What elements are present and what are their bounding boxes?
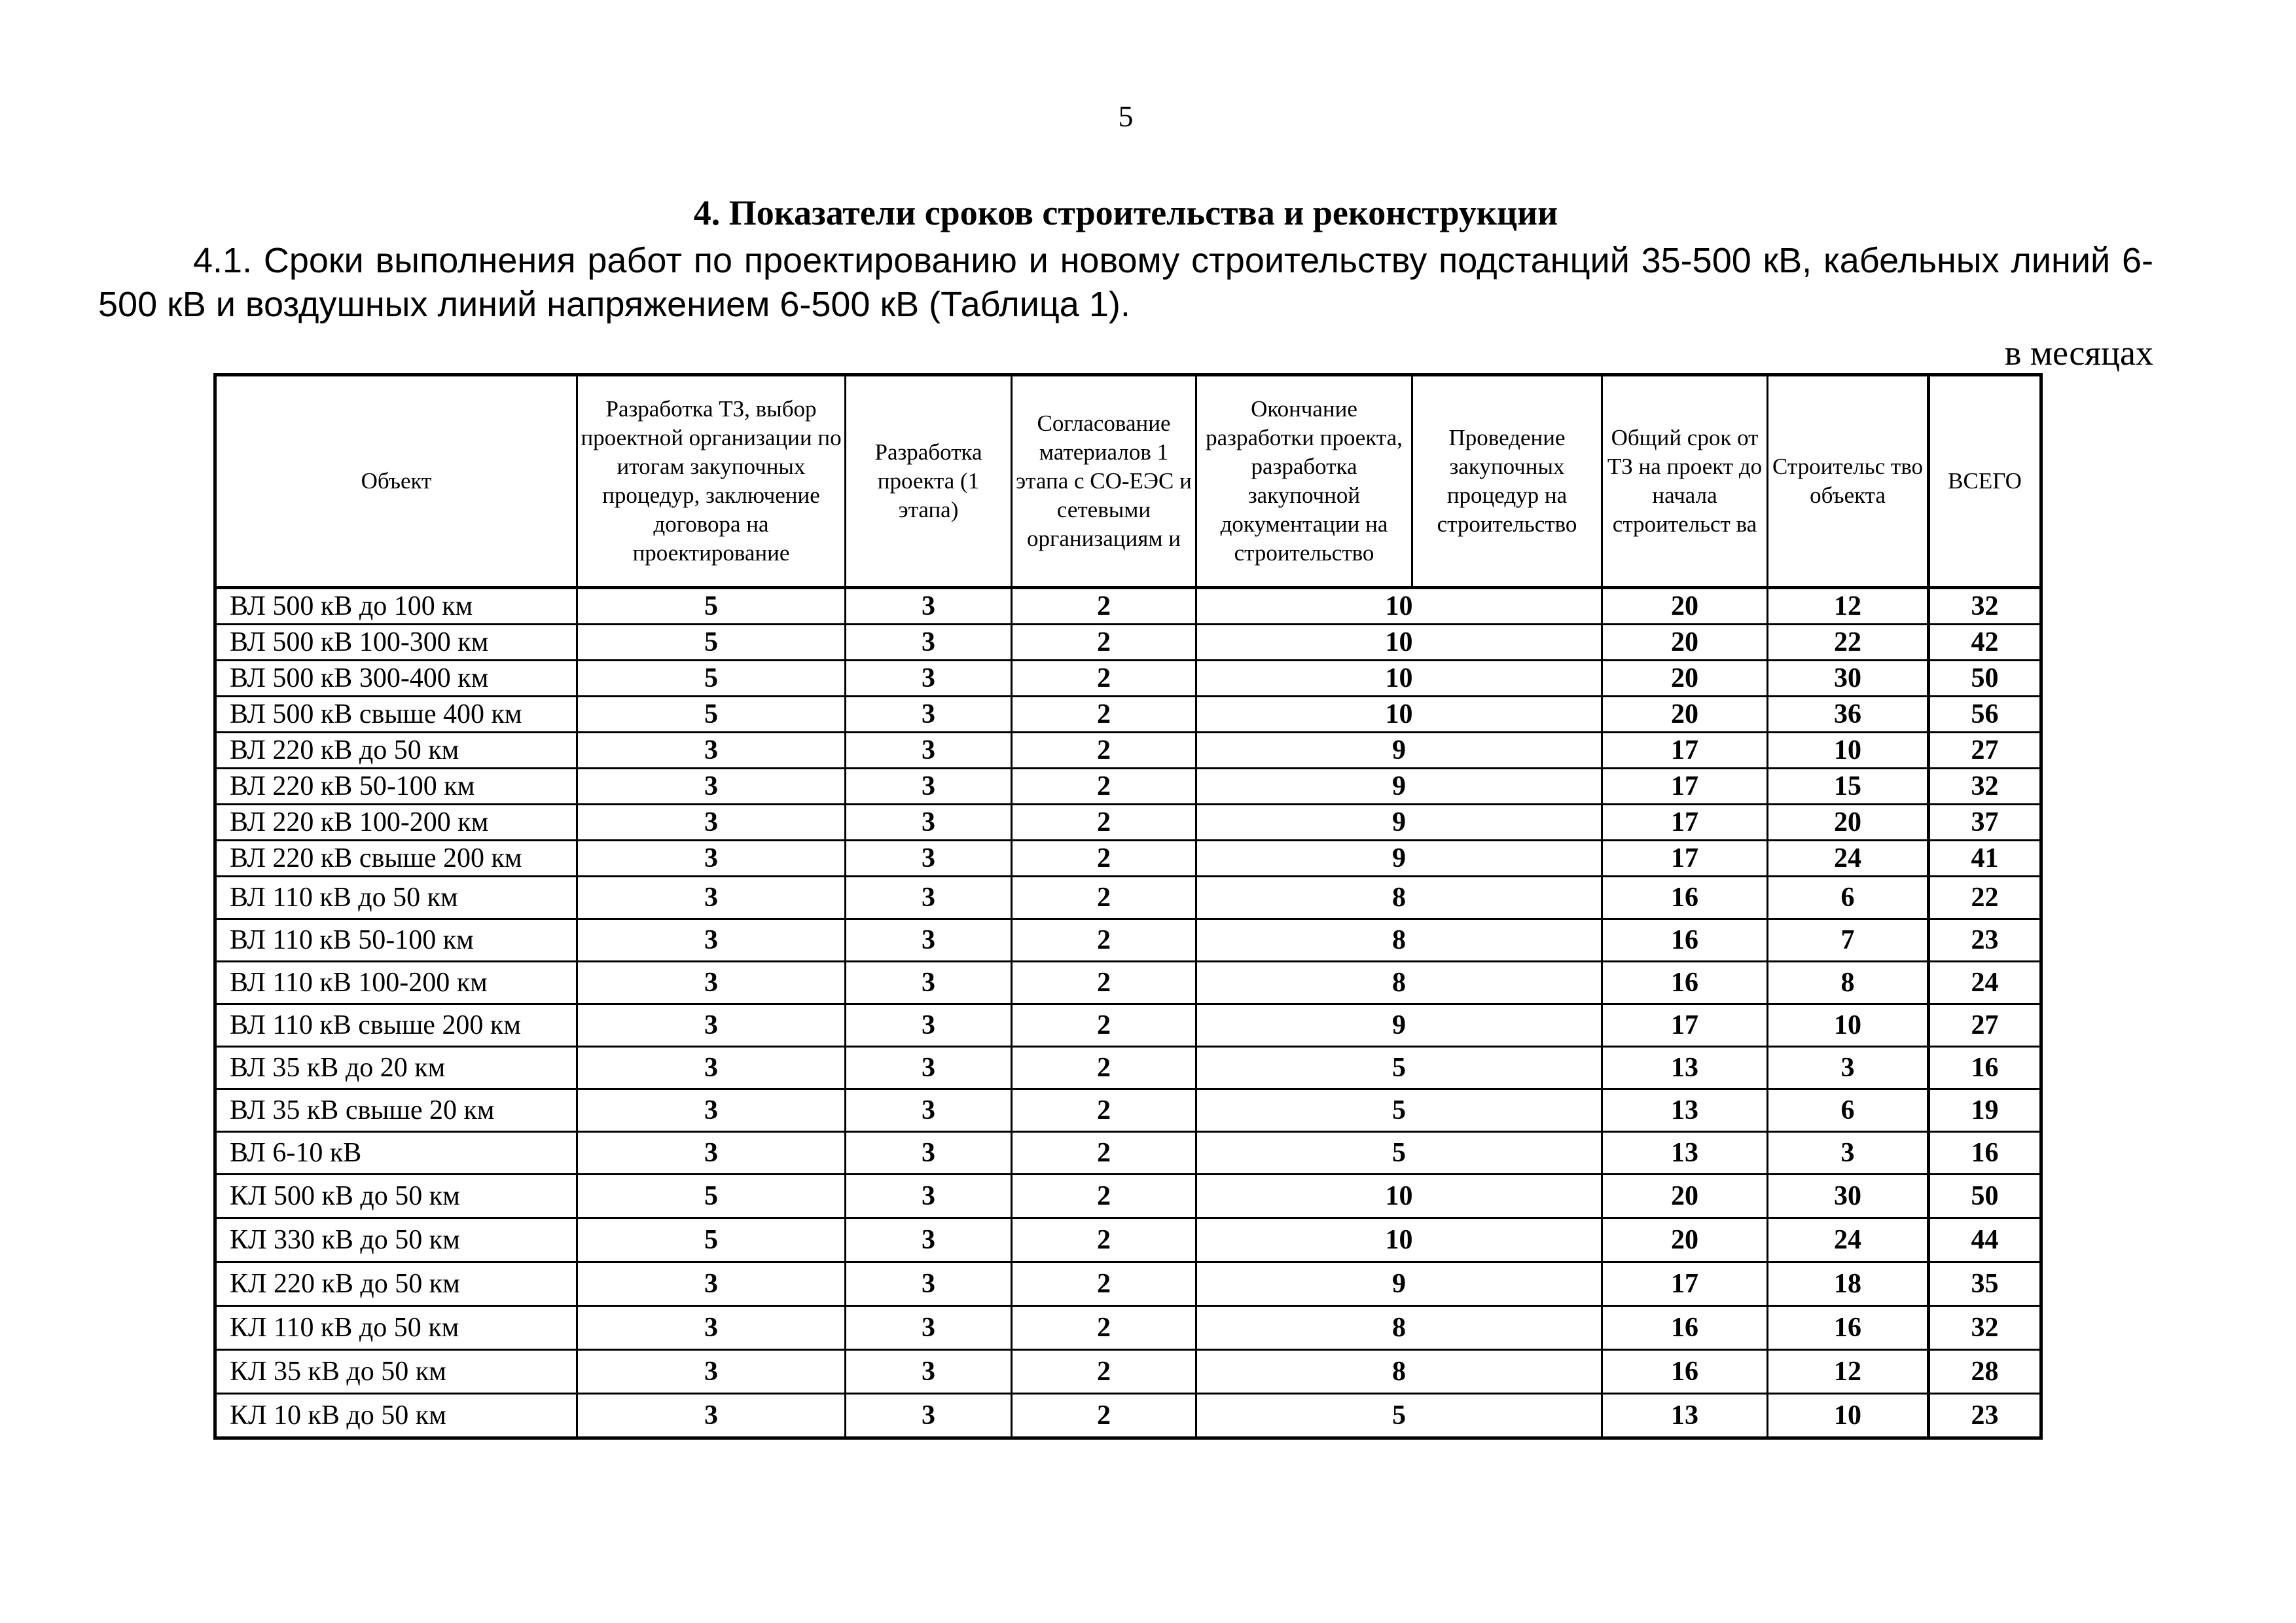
cell-completion: 8: [1196, 877, 1602, 919]
cell-object: ВЛ 500 кВ свыше 400 км: [215, 697, 577, 733]
cell-total-to-start: 13: [1602, 1394, 1768, 1438]
cell-design: 3: [846, 1262, 1012, 1306]
header-object: Объект: [215, 375, 577, 588]
cell-tz: 3: [577, 1350, 846, 1394]
cell-completion: 5: [1196, 1089, 1602, 1132]
cell-completion: 9: [1196, 1004, 1602, 1047]
cell-object: КЛ 330 кВ до 50 км: [215, 1218, 577, 1262]
cell-approval: 2: [1012, 769, 1196, 805]
cell-design: 3: [846, 841, 1012, 877]
header-grand-total: ВСЕГО: [1929, 375, 2041, 588]
cell-design: 3: [846, 1306, 1012, 1350]
cell-total-to-start: 16: [1602, 1350, 1768, 1394]
cell-object: ВЛ 35 кВ до 20 км: [215, 1047, 577, 1089]
cell-construction: 3: [1768, 1132, 1929, 1175]
cell-object: КЛ 35 кВ до 50 км: [215, 1350, 577, 1394]
table-row: [215, 588, 2041, 625]
cell-grand-total: 32: [1929, 588, 2041, 625]
header-procurement: Проведение закупочных процедур на строительство: [1412, 375, 1602, 588]
cell-tz: 3: [577, 769, 846, 805]
cell-total-to-start: 20: [1602, 1218, 1768, 1262]
cell-object: КЛ 110 кВ до 50 км: [215, 1306, 577, 1350]
cell-total-to-start: 16: [1602, 919, 1768, 962]
cell-design: 3: [846, 877, 1012, 919]
table-row: [215, 1132, 2041, 1175]
cell-object: ВЛ 110 кВ до 50 км: [215, 877, 577, 919]
cell-construction: 30: [1768, 661, 1929, 697]
cell-design: 3: [846, 1218, 1012, 1262]
cell-tz: 3: [577, 1394, 846, 1438]
cell-grand-total: 19: [1929, 1089, 2041, 1132]
cell-total-to-start: 16: [1602, 877, 1768, 919]
cell-construction: 7: [1768, 919, 1929, 962]
cell-object: ВЛ 6-10 кВ: [215, 1132, 577, 1175]
cell-tz: 3: [577, 877, 846, 919]
cell-completion: 10: [1196, 625, 1602, 661]
cell-total-to-start: 17: [1602, 769, 1768, 805]
cell-completion: 8: [1196, 919, 1602, 962]
cell-object: ВЛ 110 кВ 50-100 км: [215, 919, 577, 962]
cell-tz: 3: [577, 1004, 846, 1047]
cell-completion: 10: [1196, 661, 1602, 697]
cell-completion: 10: [1196, 1175, 1602, 1218]
cell-object: КЛ 500 кВ до 50 км: [215, 1175, 577, 1218]
cell-design: 3: [846, 962, 1012, 1004]
cell-approval: 2: [1012, 1262, 1196, 1306]
cell-grand-total: 32: [1929, 1306, 2041, 1350]
cell-design: 3: [846, 625, 1012, 661]
cell-approval: 2: [1012, 1394, 1196, 1438]
cell-completion: 8: [1196, 962, 1602, 1004]
cell-object: ВЛ 220 кВ до 50 км: [215, 733, 577, 769]
cell-total-to-start: 20: [1602, 588, 1768, 625]
cell-tz: 5: [577, 697, 846, 733]
header-construction: Строительс тво объекта: [1768, 375, 1929, 588]
cell-design: 3: [846, 1089, 1012, 1132]
cell-approval: 2: [1012, 1350, 1196, 1394]
cell-approval: 2: [1012, 962, 1196, 1004]
cell-completion: 10: [1196, 1218, 1602, 1262]
cell-approval: 2: [1012, 588, 1196, 625]
cell-approval: 2: [1012, 919, 1196, 962]
table-row: [215, 962, 2041, 1004]
cell-tz: 3: [577, 1132, 846, 1175]
cell-approval: 2: [1012, 1175, 1196, 1218]
cell-completion: 9: [1196, 805, 1602, 841]
cell-total-to-start: 20: [1602, 661, 1768, 697]
cell-grand-total: 27: [1929, 733, 2041, 769]
table-row: [215, 1089, 2041, 1132]
cell-construction: 12: [1768, 588, 1929, 625]
cell-construction: 10: [1768, 733, 1929, 769]
cell-design: 3: [846, 805, 1012, 841]
table-row: [215, 1047, 2041, 1089]
cell-completion: 9: [1196, 1262, 1602, 1306]
cell-completion: 9: [1196, 769, 1602, 805]
cell-total-to-start: 13: [1602, 1089, 1768, 1132]
cell-approval: 2: [1012, 625, 1196, 661]
table-row: [215, 1394, 2041, 1438]
cell-total-to-start: 17: [1602, 805, 1768, 841]
header-completion: Окончание разработки проекта, разработка закупочной документации на строительство: [1196, 375, 1412, 588]
cell-construction: 16: [1768, 1306, 1929, 1350]
cell-construction: 8: [1768, 962, 1929, 1004]
cell-tz: 5: [577, 625, 846, 661]
cell-grand-total: 27: [1929, 1004, 2041, 1047]
cell-design: 3: [846, 1132, 1012, 1175]
cell-object: ВЛ 500 кВ 100-300 км: [215, 625, 577, 661]
table-row: [215, 1218, 2041, 1262]
cell-tz: 3: [577, 1047, 846, 1089]
cell-approval: 2: [1012, 697, 1196, 733]
cell-construction: 3: [1768, 1047, 1929, 1089]
header-total-to-start: Общий срок от ТЗ на проект до начала строительст ва: [1602, 375, 1768, 588]
cell-grand-total: 50: [1929, 661, 2041, 697]
cell-design: 3: [846, 1047, 1012, 1089]
cell-completion: 9: [1196, 841, 1602, 877]
cell-construction: 24: [1768, 1218, 1929, 1262]
cell-tz: 3: [577, 733, 846, 769]
schedule-table: [213, 373, 2043, 1440]
cell-grand-total: 23: [1929, 1394, 2041, 1438]
cell-tz: 3: [577, 1089, 846, 1132]
cell-grand-total: 22: [1929, 877, 2041, 919]
cell-object: КЛ 10 кВ до 50 км: [215, 1394, 577, 1438]
page-number: 5: [1118, 100, 1134, 133]
cell-completion: 9: [1196, 733, 1602, 769]
cell-grand-total: 28: [1929, 1350, 2041, 1394]
cell-completion: 10: [1196, 588, 1602, 625]
cell-construction: 15: [1768, 769, 1929, 805]
cell-approval: 2: [1012, 1089, 1196, 1132]
cell-total-to-start: 20: [1602, 697, 1768, 733]
cell-tz: 5: [577, 661, 846, 697]
cell-completion: 8: [1196, 1306, 1602, 1350]
cell-tz: 5: [577, 1218, 846, 1262]
cell-construction: 20: [1768, 805, 1929, 841]
cell-object: ВЛ 220 кВ 50-100 км: [215, 769, 577, 805]
table-row: [215, 697, 2041, 733]
table-row: [215, 919, 2041, 962]
cell-construction: 30: [1768, 1175, 1929, 1218]
cell-total-to-start: 17: [1602, 1004, 1768, 1047]
cell-object: ВЛ 220 кВ свыше 200 км: [215, 841, 577, 877]
header-tz: Разработка ТЗ, выбор проектной организации по итогам закупочных процедур, заключение договора на проектирование: [577, 375, 846, 588]
unit-note: в месяцах: [2004, 333, 2153, 373]
cell-construction: 12: [1768, 1350, 1929, 1394]
table-header-row: [215, 375, 2041, 588]
table-row: [215, 1262, 2041, 1306]
cell-approval: 2: [1012, 733, 1196, 769]
cell-approval: 2: [1012, 1218, 1196, 1262]
cell-completion: 5: [1196, 1132, 1602, 1175]
cell-design: 3: [846, 1350, 1012, 1394]
cell-tz: 3: [577, 962, 846, 1004]
cell-object: КЛ 220 кВ до 50 км: [215, 1262, 577, 1306]
cell-design: 3: [846, 697, 1012, 733]
table-body: [215, 588, 2041, 1438]
header-approval: Согласование материалов 1 этапа с СО-ЕЭС и сетевыми организациям и: [1012, 375, 1196, 588]
cell-completion: 10: [1196, 697, 1602, 733]
cell-approval: 2: [1012, 1132, 1196, 1175]
table-row: [215, 841, 2041, 877]
cell-object: ВЛ 500 кВ 300-400 км: [215, 661, 577, 697]
cell-grand-total: 23: [1929, 919, 2041, 962]
cell-tz: 3: [577, 919, 846, 962]
cell-design: 3: [846, 1394, 1012, 1438]
cell-approval: 2: [1012, 1306, 1196, 1350]
cell-completion: 5: [1196, 1047, 1602, 1089]
cell-tz: 3: [577, 1262, 846, 1306]
cell-grand-total: 56: [1929, 697, 2041, 733]
cell-grand-total: 35: [1929, 1262, 2041, 1306]
table-row: [215, 1306, 2041, 1350]
cell-approval: 2: [1012, 877, 1196, 919]
table-row: [215, 877, 2041, 919]
table-row: [215, 769, 2041, 805]
cell-grand-total: 42: [1929, 625, 2041, 661]
cell-grand-total: 16: [1929, 1047, 2041, 1089]
cell-completion: 8: [1196, 1350, 1602, 1394]
cell-construction: 18: [1768, 1262, 1929, 1306]
section-title: 4. Показатели сроков строительства и реконструкции: [693, 193, 1558, 232]
cell-object: ВЛ 35 кВ свыше 20 км: [215, 1089, 577, 1132]
cell-grand-total: 24: [1929, 962, 2041, 1004]
cell-tz: 3: [577, 805, 846, 841]
table-row: [215, 1350, 2041, 1394]
cell-total-to-start: 20: [1602, 625, 1768, 661]
cell-construction: 36: [1768, 697, 1929, 733]
cell-grand-total: 37: [1929, 805, 2041, 841]
cell-total-to-start: 17: [1602, 1262, 1768, 1306]
cell-tz: 3: [577, 1306, 846, 1350]
cell-construction: 6: [1768, 1089, 1929, 1132]
cell-total-to-start: 20: [1602, 1175, 1768, 1218]
cell-tz: 5: [577, 588, 846, 625]
cell-approval: 2: [1012, 661, 1196, 697]
cell-total-to-start: 16: [1602, 962, 1768, 1004]
cell-grand-total: 16: [1929, 1132, 2041, 1175]
table-row: [215, 805, 2041, 841]
cell-design: 3: [846, 1004, 1012, 1047]
cell-tz: 5: [577, 1175, 846, 1218]
cell-tz: 3: [577, 841, 846, 877]
cell-object: ВЛ 110 кВ свыше 200 км: [215, 1004, 577, 1047]
intro-paragraph: 4.1. Сроки выполнения работ по проектированию и новому строительству подстанций 35-500 кВ, кабельных линий 6-500 кВ и воздушных линий напряжением 6-500 кВ (Таблица 1).: [98, 241, 2153, 324]
cell-grand-total: 44: [1929, 1218, 2041, 1262]
header-design: Разработка проекта (1 этапа): [846, 375, 1012, 588]
cell-grand-total: 50: [1929, 1175, 2041, 1218]
cell-object: ВЛ 500 кВ до 100 км: [215, 588, 577, 625]
cell-grand-total: 32: [1929, 769, 2041, 805]
cell-design: 3: [846, 919, 1012, 962]
cell-object: ВЛ 220 кВ 100-200 км: [215, 805, 577, 841]
cell-total-to-start: 17: [1602, 841, 1768, 877]
cell-approval: 2: [1012, 1004, 1196, 1047]
cell-design: 3: [846, 661, 1012, 697]
cell-approval: 2: [1012, 841, 1196, 877]
cell-design: 3: [846, 733, 1012, 769]
table-row: [215, 625, 2041, 661]
table-row: [215, 733, 2041, 769]
cell-total-to-start: 13: [1602, 1132, 1768, 1175]
cell-construction: 22: [1768, 625, 1929, 661]
cell-construction: 10: [1768, 1004, 1929, 1047]
cell-total-to-start: 16: [1602, 1306, 1768, 1350]
cell-object: ВЛ 110 кВ 100-200 км: [215, 962, 577, 1004]
table-row: [215, 661, 2041, 697]
cell-construction: 6: [1768, 877, 1929, 919]
table-row: [215, 1004, 2041, 1047]
cell-total-to-start: 17: [1602, 733, 1768, 769]
cell-design: 3: [846, 769, 1012, 805]
cell-total-to-start: 13: [1602, 1047, 1768, 1089]
cell-construction: 24: [1768, 841, 1929, 877]
table-row: [215, 1175, 2041, 1218]
cell-grand-total: 41: [1929, 841, 2041, 877]
cell-completion: 5: [1196, 1394, 1602, 1438]
cell-approval: 2: [1012, 805, 1196, 841]
cell-design: 3: [846, 588, 1012, 625]
cell-construction: 10: [1768, 1394, 1929, 1438]
cell-design: 3: [846, 1175, 1012, 1218]
cell-approval: 2: [1012, 1047, 1196, 1089]
